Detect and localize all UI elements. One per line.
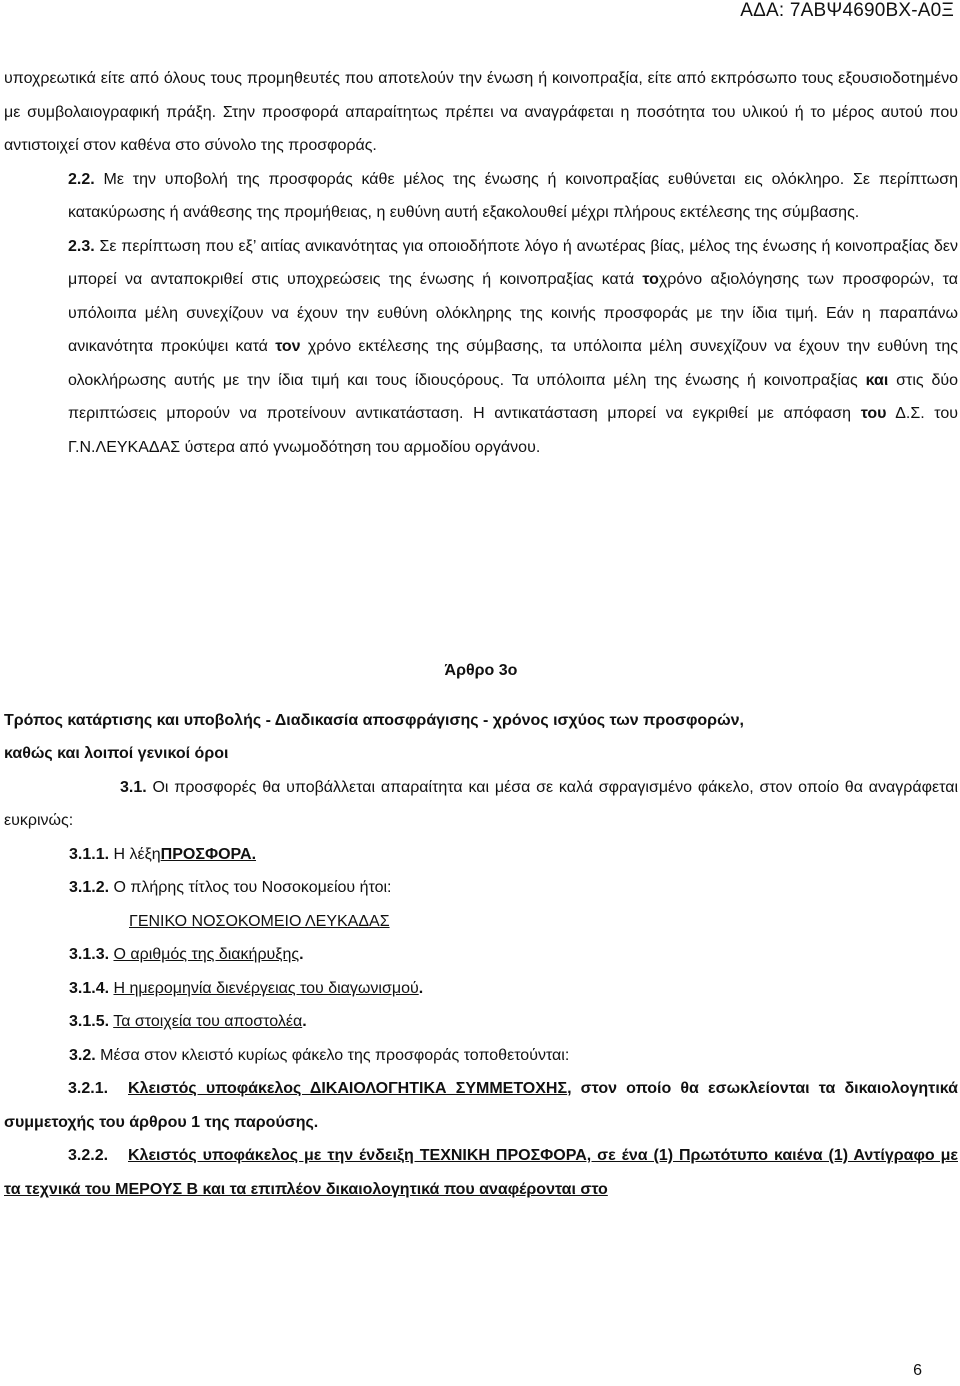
- section-text: Δ.Σ. του Γ.Ν.ΛΕΥΚΑΔΑΣ ύστερα από γνωμοδότηση του αρμοδίου οργάνου.: [68, 405, 959, 456]
- bold-word: του: [860, 405, 887, 422]
- item-3-1-4: [4, 972, 958, 1006]
- section-number: 2.2.: [68, 170, 95, 188]
- section-text: χρόνο αξιολόγησης των προσφορών, τα υπόλοιπα μέλη συνεχίζουν να έχουν την ευθύνη ολόκληρης της κοινής προσφοράς με την ίδια τιμή. Εάν η παραπάνω ανικανότητα προκύψει κατά: [68, 271, 958, 355]
- item-number: 3.1.4.: [69, 979, 110, 997]
- section-text: Σε περίπτωση που εξ’ αιτίας ανικανότητας για οποιοδήποτε λόγο ή ανωτέρας βίας, μέλος της ένωσης ή κοινοπραξίας δεν μπορεί να ανταποκριθεί στις υποχρεώσεις της ένωσης ή κοινοπραξίας κατά: [68, 237, 958, 288]
- item-text: Ο αριθμός της διακήρυξης: [113, 946, 300, 963]
- item-number: 3.2.2.: [68, 1147, 109, 1164]
- section-number: 2.3.: [68, 237, 95, 255]
- section-2-3: [4, 230, 958, 465]
- section-number: 3.2.: [69, 1046, 96, 1064]
- section-text: Με την υποβολή της προσφοράς κάθε μέλος της ένωσης ή κοινοπραξίας ευθύνεται εις ολόκληρο. Σε περίπτωση κατακύρωσης ή ανάθεσης της προμήθειας, η ευθύνη αυτή εξακολουθεί μέχρι πλήρους εκτέλεσης της σύμβασης.: [68, 170, 958, 221]
- section-text: Οι προσφορές θα υποβάλλεται απαραίτητα και μέσα σε καλά σφραγισμένο φάκελο, στον οποίο θα αναγράφεται ευκρινώς:: [4, 778, 958, 829]
- page-number: 6: [913, 1362, 922, 1379]
- item-number: 3.1.5.: [69, 1013, 110, 1030]
- item-text: Τα στοιχεία του αποστολέα: [113, 1013, 303, 1030]
- item-text: , στον οποίο θα εσωκλείονται τα δικαιολογητικά συμμετοχής του άρθρου 1 της παρούσης.: [4, 1080, 958, 1131]
- section-2-2: [4, 163, 958, 230]
- section-text: στις δύο περιπτώσεις μπορούν να προτείνουν αντικατάσταση. Η αντικατάσταση μπορεί να εγκριθεί με απόφαση: [68, 371, 959, 422]
- item-underlined: Κλειστός υποφάκελος με την ένδειξη ΤΕΧΝΙΚΗ ΠΡΟΣΦΟΡΑ, σε ένα (1) Πρωτότυπο καιένα (1) Αντίγραφο με τα τεχνικά του ΜΕΡΟΥΣ Β και τα επιπλέον δικαιολογητικά που αναφέρονται στο: [4, 1147, 958, 1198]
- item-period: .: [418, 979, 424, 997]
- item-text: Η ημερομηνία διενέργειας του διαγωνισμού: [113, 979, 419, 997]
- hospital-name: [4, 905, 958, 939]
- item-keyword: ΠΡΟΣΦΟΡΑ.: [160, 845, 257, 863]
- bold-word: το: [642, 271, 659, 288]
- item-3-1-3: [4, 938, 958, 972]
- item-number: 3.1.2.: [69, 879, 110, 896]
- bold-word: τον: [275, 338, 301, 355]
- item-text: Η λέξη: [109, 845, 161, 863]
- section-3-2: [4, 1039, 958, 1073]
- bold-word: και: [865, 371, 889, 389]
- section-text: χρόνο εκτέλεσης της σύμβασης, τα υπόλοιπα μέλη συνεχίζουν να έχουν την ευθύνη της ολοκλήρωσης αυτής με την ίδια τιμή και τους ίδιουςόρους. Τα υπόλοιπα μέλη της ένωσης ή κοινοπραξίας: [68, 338, 958, 389]
- document-body: [4, 62, 958, 1206]
- ada-code: ΑΔΑ: 7ΑΒΨ4690ΒΧ-Α0Ξ: [740, 0, 954, 21]
- item-number: 3.1.1.: [69, 845, 110, 863]
- article-subtitle: Τρόπος κατάρτισης και υποβολής - Διαδικασία αποσφράγισης - χρόνος ισχύος των προσφορών, καθώς και λοιποί γενικοί όροι: [4, 711, 744, 762]
- item-number: 3.2.1.: [68, 1080, 109, 1097]
- item-3-1-1: [4, 838, 958, 872]
- section-text: Μέσα στον κλειστό κυρίως φάκελο της προσφοράς τοποθετούνται:: [95, 1046, 570, 1064]
- item-period: .: [299, 946, 304, 963]
- item-underlined: Κλειστός υποφάκελος ΔΙΚΑΙΟΛΟΓΗΤΙΚΑ ΣΥΜΜΕΤΟΧΗΣ: [128, 1080, 568, 1097]
- section-number: 3.1.: [120, 778, 147, 796]
- item-3-1-5: [4, 1005, 958, 1039]
- item-number: 3.1.3.: [69, 946, 110, 963]
- article-title: Άρθρο 3ο: [444, 662, 518, 679]
- item-3-2-2: [4, 1139, 958, 1206]
- item-period: .: [302, 1013, 307, 1030]
- section-3-1: [4, 771, 958, 838]
- hospital-title: ΓΕΝΙΚΟ ΝΟΣΟΚΟΜΕΙΟ ΛΕΥΚΑΔΑΣ: [129, 912, 390, 930]
- item-3-2-1: [4, 1072, 958, 1139]
- paragraph-intro: υποχρεωτικά είτε από όλους τους προμηθευτές που αποτελούν την ένωση ή κοινοπραξία, είτε από εκπρόσωπο τους εξουσιοδοτημένο με συμβολαιογραφική πράξη. Στην προσφορά απαραίτητως πρέπει να αναγράφεται η ποσότητα του υλικού ή το μέρος αυτού που αντιστοιχεί στον καθένα στο σύνολο της προσφοράς.: [4, 70, 958, 154]
- item-text: Ο πλήρης τίτλος του Νοσοκομείου ήτοι:: [109, 879, 392, 896]
- item-3-1-2: [4, 871, 958, 905]
